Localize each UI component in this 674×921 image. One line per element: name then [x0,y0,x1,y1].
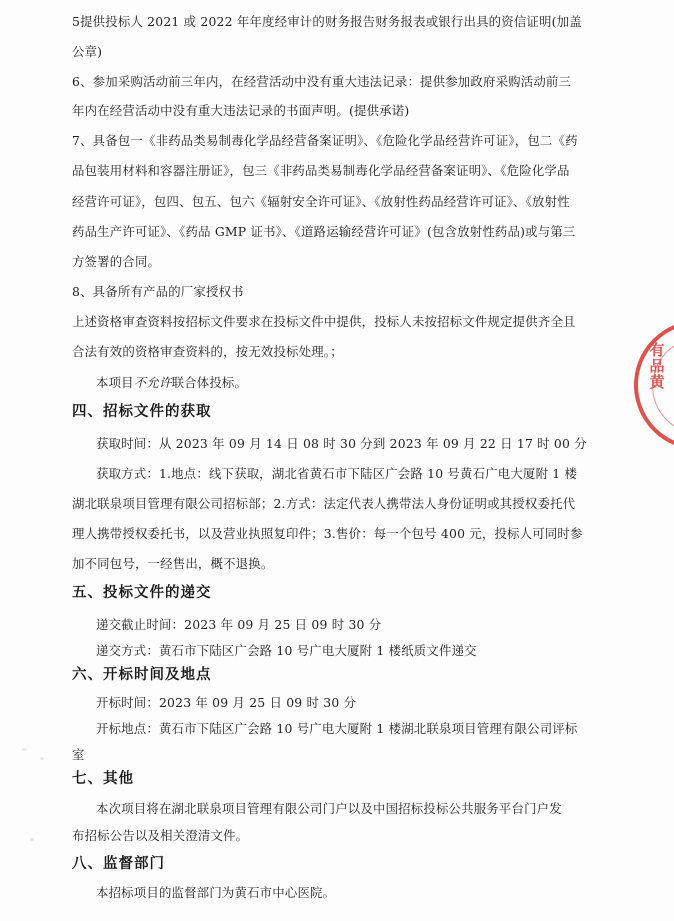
text-segment: 联合体投标。 [171,375,248,390]
text-line: 递交方式：黄石市下陆区广会路 10 号广电大厦附 1 楼纸质文件递交 [96,643,477,658]
text-line: 室 [72,747,85,762]
text-line: 加不同包号，一经售出，概不退换。 [72,556,274,571]
text-line: 开标地点：黄石市下陆区广会路 10 号广电大厦附 1 楼湖北联泉项目管理有限公司评标 [96,721,578,736]
text-segment: 本项目 [96,375,134,390]
text-line: 5提供投标人 2021 或 2022 年年度经审计的财务报告财务报表或银行出具的资信证明(加盖 [72,14,582,29]
section-heading: 六、开标时间及地点 [72,667,212,683]
scan-smudge [30,838,34,841]
text-line: 湖北联泉项目管理有限公司招标部；2.方式：法定代表人携带法人身份证明或其授权委托代 [72,496,576,511]
text-line: 本次项目将在湖北联泉项目管理有限公司门户以及中国招标投标公共服务平台门户发 [96,801,562,816]
text-line [96,374,636,391]
text-line: 公章) [72,44,103,59]
text-line: 8、具备所有产品的厂家授权书 [72,284,244,299]
text-line: 布招标公告以及相关澄清文件。 [72,828,249,843]
text-line: 经营许可证》，包四、包五、包六《辐射安全许可证》、《放射性药品经营许可证》、《放射性 [72,194,570,209]
section-heading: 七、其他 [72,771,134,787]
text-line: 品包装用材料和容器注册证》，包三《非药品类易制毒化学品经营备案证明》、《危险化学品 [72,163,570,178]
text-line: 药品生产许可证》、《药品 GMP 证书》、《道路运输经营许可证》(包含放射性药品)或与第三 [72,224,576,239]
text-line: 方签署的合同。 [72,254,161,269]
text-line: 获取方式：1.地点：线下获取，湖北省黄石市下陆区广会路 10 号黄石广电大厦附 1 楼 [96,466,578,481]
scan-smudge [22,748,27,751]
section-heading: 四、招标文件的获取 [72,404,212,420]
text-line: 理人携带授权委托书，以及营业执照复印件；3.售价：每一个包号 400 元，投标人可同时参 [72,526,583,541]
text-line: 7、具备包一《非药品类易制毒化学品经营备案证明》、《危险化学品经营许可证》，包二《药 [72,133,578,148]
text-line: 合法有效的资格审查资料的，按无效投标处理。； [72,344,343,359]
text-line: 递交截止时间：2023 年 09 月 25 日 09 时 30 分 [96,617,382,632]
section-heading: 五、投标文件的递交 [72,585,212,601]
section-heading: 八、监督部门 [72,856,165,872]
text-line: 开标时间：2023 年 09 月 25 日 09 时 30 分 [96,695,357,710]
seal-lettering: 有 品 黄 [649,341,665,391]
text-line: 年内在经营活动中没有重大违法记录的书面声明。(提供承诺) [72,103,410,118]
text-line: 上述资格审查资料按招标文件要求在投标文件中提供，投标人未按招标文件规定提供齐全且 [72,314,576,329]
text-line: 6、参加采购活动前三年内，在经营活动中没有重大违法记录：提供参加政府采购活动前三 [72,74,572,89]
seal-stamp-icon [634,320,674,450]
text-line: 获取时间：从 2023 年 09 月 14 日 08 时 30 分到 2023 年 09 月 22 日 17 时 00 分 [96,436,587,451]
scan-smudge [40,757,44,760]
text-line: 本招标项目的监督部门为黄石市中心医院。 [96,885,336,900]
text-segment-emphasis: 不允许 [133,375,172,390]
